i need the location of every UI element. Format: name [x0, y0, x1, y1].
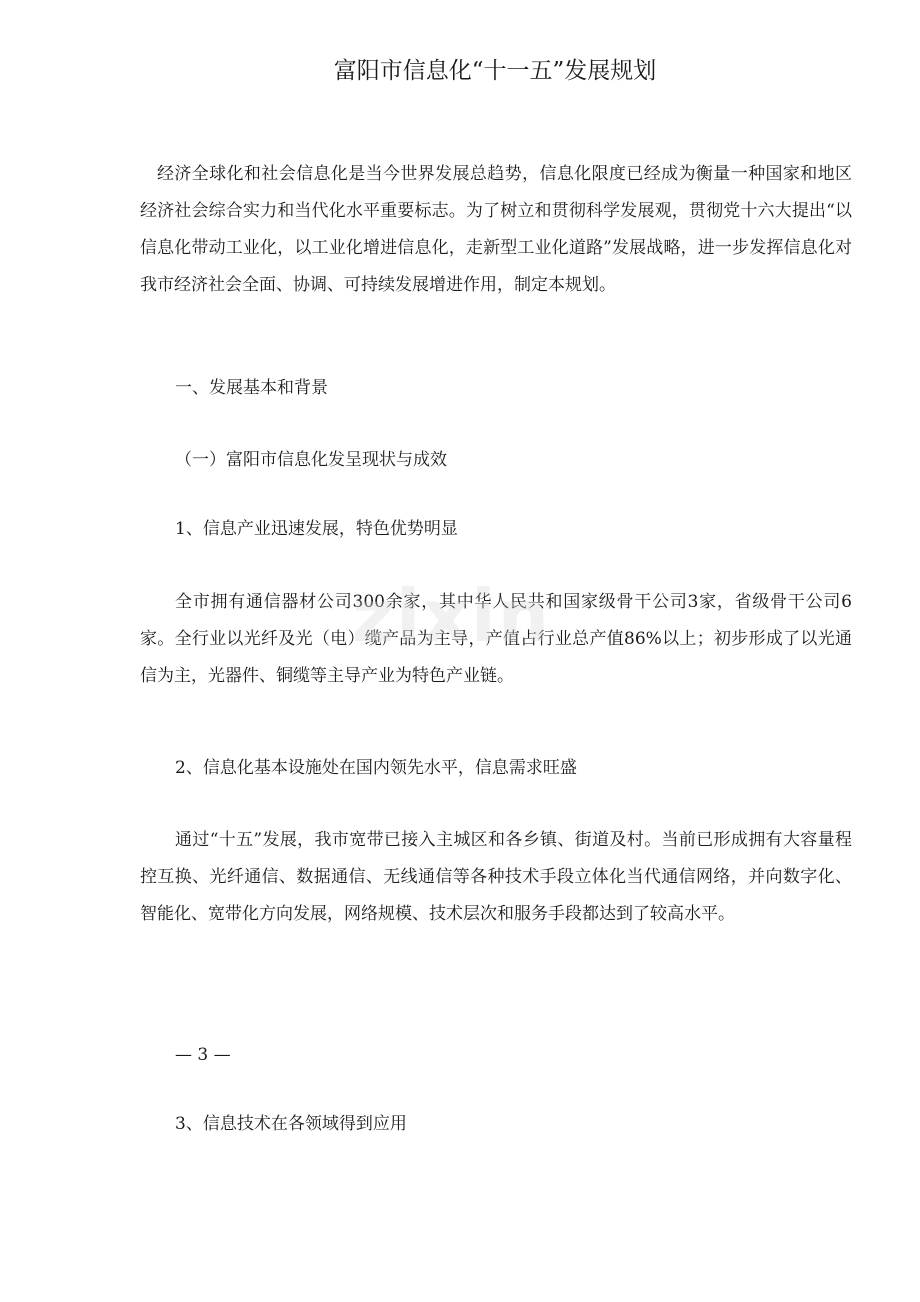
item-heading-1: 1、信息产业迅速发展，特色优势明显	[175, 519, 458, 539]
intro-paragraph: 经济全球化和社会信息化是当今世界发展总趋势，信息化限度已经成为衡量一种国家和地区经济社会综合实力和当代化水平重要标志。为了树立和贯彻科学发展观，贯彻党十六大提出“以信息化带动工业化，以工业化增进信息化，走新型工业化道路”发展战略，进一步发挥信息化对我市经济社会全面、协调、可持续发展增进作用，制定本规划。	[140, 164, 852, 295]
section-heading-1: 一、发展基本和背景	[175, 378, 328, 398]
watermark-logo: zixin	[352, 574, 551, 658]
item-heading-3: 3、信息技术在各领域得到应用	[175, 1114, 407, 1134]
page-number: — 3 —	[175, 1045, 231, 1065]
item-paragraph-1: 全市拥有通信器材公司300余家，其中华人民共和国家级骨干公司3家，省级骨干公司6家。全行业以光纤及光（电）缆产品为主导，产值占行业总产值86%以上；初步形成了以光通信为主，光器件、铜缆等主导产业为特色产业链。	[140, 592, 852, 686]
document-title: 富阳市信息化“十一五”发展规划	[333, 58, 657, 84]
subsection-heading-1: （一）富阳市信息化发呈现状与成效	[175, 450, 447, 470]
item-paragraph-2: 通过“十五”发展，我市宽带已接入主城区和各乡镇、街道及村。当前已形成拥有大容量程控互换、光纤通信、数据通信、无线通信等各种技术手段立体化当代通信网络，并向数字化、智能化、宽带化方向发展，网络规模、技术层次和服务手段都达到了较高水平。	[140, 830, 852, 924]
item-heading-2: 2、信息化基本设施处在国内领先水平，信息需求旺盛	[175, 758, 577, 778]
